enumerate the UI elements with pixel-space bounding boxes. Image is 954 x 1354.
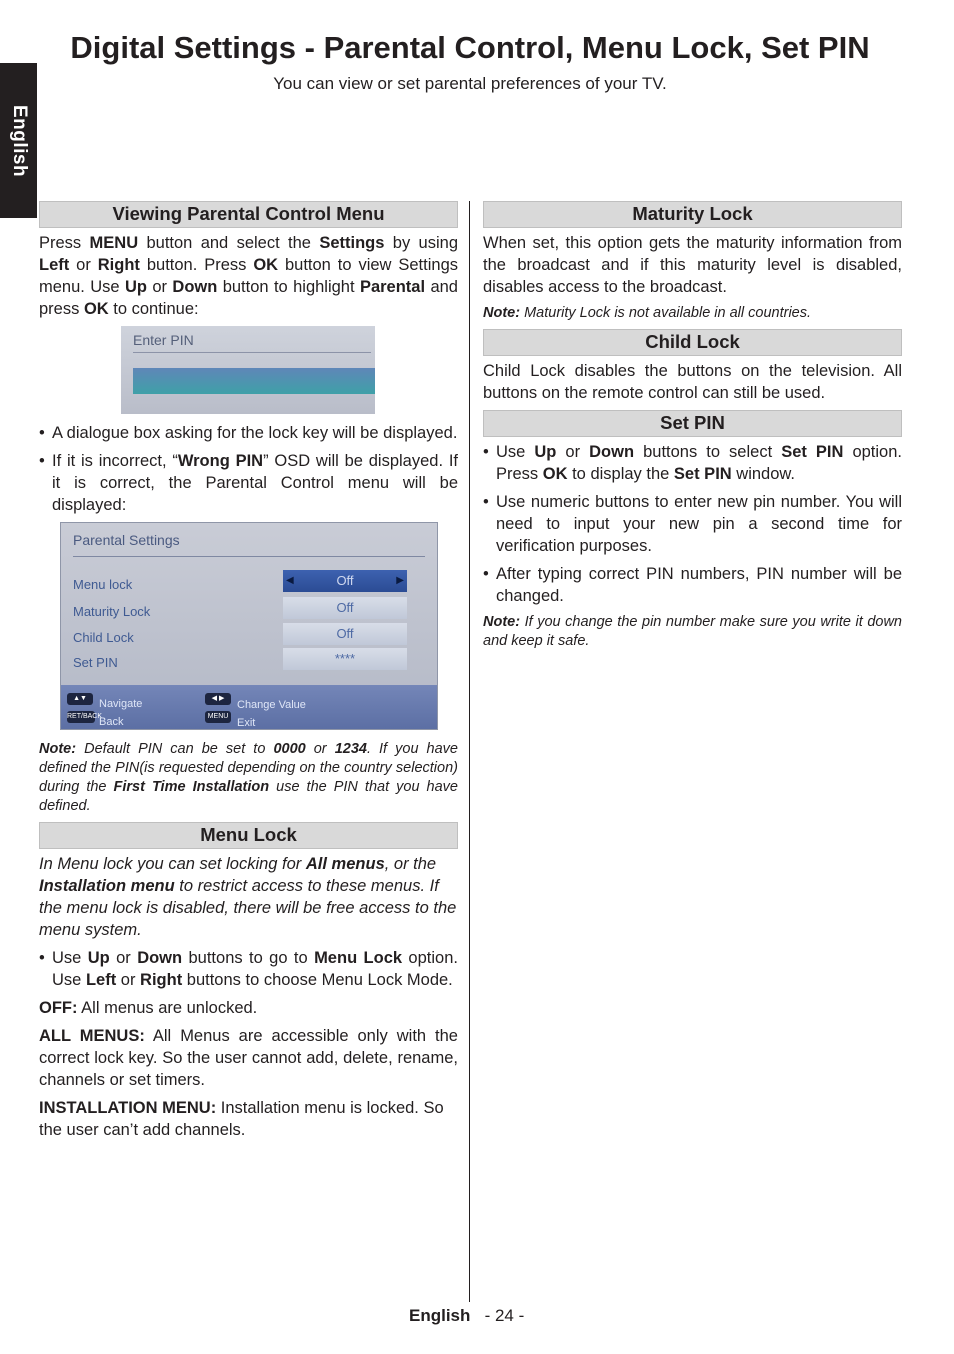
bullet-set-pin-1: • Use Up or Down buttons to select Set PIN option. Press OK to display the Set PIN window. — [483, 443, 902, 483]
parental-row-child-lock: Child Lock Off — [73, 623, 425, 647]
parental-row-maturity-lock: Maturity Lock Off — [73, 597, 425, 621]
child-lock-paragraph: Child Lock disables the buttons on the television. All buttons on the remote control can still be used. — [483, 362, 902, 402]
parental-row-set-pin: Set PIN **** — [73, 648, 425, 672]
enter-pin-input-bar — [133, 368, 375, 394]
bullet-set-pin-2: • Use numeric buttons to enter new pin number. You will need to input your new pin a second time for verification purposes. — [483, 493, 902, 555]
bullet-dialog: • A dialogue box asking for the lock key will be displayed. — [39, 424, 458, 442]
maturity-note: Note: Maturity Lock is not available in all countries. — [483, 305, 812, 321]
parental-settings-header: Parental Settings — [73, 532, 180, 548]
page-title: Digital Settings - Parental Control, Menu Lock, Set PIN — [70, 30, 870, 65]
left-column — [39, 201, 458, 1147]
enter-pin-label: Enter PIN — [133, 332, 194, 348]
section-heading-set-pin: Set PIN — [483, 410, 902, 437]
menu-lock-intro: In Menu lock you can set locking for All menus, or the Installation menu to restrict access to these menus. If the menu lock is disabled, there will be free access to the menu system. — [39, 855, 457, 939]
menu-key-icon: MENU — [205, 711, 231, 723]
footer-language: English — [409, 1306, 471, 1325]
maturity-paragraph: When set, this option gets the maturity information from the broadcast and if this maturity level is disabled, disables access to the broadcast. — [483, 234, 902, 296]
section-heading-child-lock: Child Lock — [483, 329, 902, 356]
set-pin-note: Note: If you change the pin number make sure you write it down and keep it safe. — [483, 614, 902, 649]
section-heading-viewing: Viewing Parental Control Menu — [39, 201, 458, 228]
page-subtitle: You can view or set parental preferences of your TV. — [273, 74, 667, 93]
parental-footer-bar: ▲▼ Navigate ◀ ▶ Change Value RET/BACK Back MENU Exit — [61, 685, 437, 729]
right-column — [483, 201, 902, 657]
enter-pin-rule — [133, 352, 371, 353]
viewing-paragraph: Press MENU button and select the Settings by using Left or Right button. Press OK button to view Settings menu. Use Up or Down button to highlight Parental and press OK to continue: — [39, 234, 458, 318]
change-value-key-icon: ◀ ▶ — [205, 693, 231, 705]
enter-pin-dialog-image — [121, 326, 375, 414]
navigate-key-icon: ▲▼ — [67, 693, 93, 705]
back-key-icon: RET/BACK — [67, 711, 95, 723]
off-paragraph: OFF: All menus are unlocked. — [39, 999, 258, 1017]
bullet-wrong-pin: • If it is incorrect, “Wrong PIN” OSD will be displayed. If it is correct, the Parental Control menu will be displayed: — [39, 452, 458, 514]
bullet-set-pin-3: • After typing correct PIN numbers, PIN number will be changed. — [483, 565, 902, 605]
page-number: - 24 - — [484, 1306, 525, 1325]
note-default-pin: Note: Default PIN can be set to 0000 or 1234. If you have defined the PIN(is requested depending on the country selection) during the First Time Installation use the PIN that you have defined. — [39, 741, 458, 814]
installation-menu-paragraph: INSTALLATION MENU: Installation menu is locked. So the user can’t add channels. — [39, 1099, 444, 1139]
right-arrow-icon: ▶ — [396, 575, 404, 586]
section-heading-maturity: Maturity Lock — [483, 201, 902, 228]
language-tab-label: English — [8, 104, 30, 177]
parental-row-menu-lock: Menu lock ◀ Off ▶ — [73, 570, 425, 594]
left-arrow-icon: ◀ — [286, 575, 294, 586]
all-menus-paragraph: ALL MENUS: All Menus are accessible only with the correct lock key. So the user cannot add, delete, rename, channels or set timers. — [39, 1027, 458, 1089]
page-footer — [409, 1306, 524, 1326]
bullet-menu-lock: • Use Up or Down buttons to go to Menu Lock option. Use Left or Right buttons to choose Menu Lock Mode. — [39, 949, 458, 989]
section-heading-menu-lock: Menu Lock — [39, 822, 458, 849]
parental-settings-screen-image — [60, 522, 438, 730]
column-divider — [469, 201, 470, 1302]
